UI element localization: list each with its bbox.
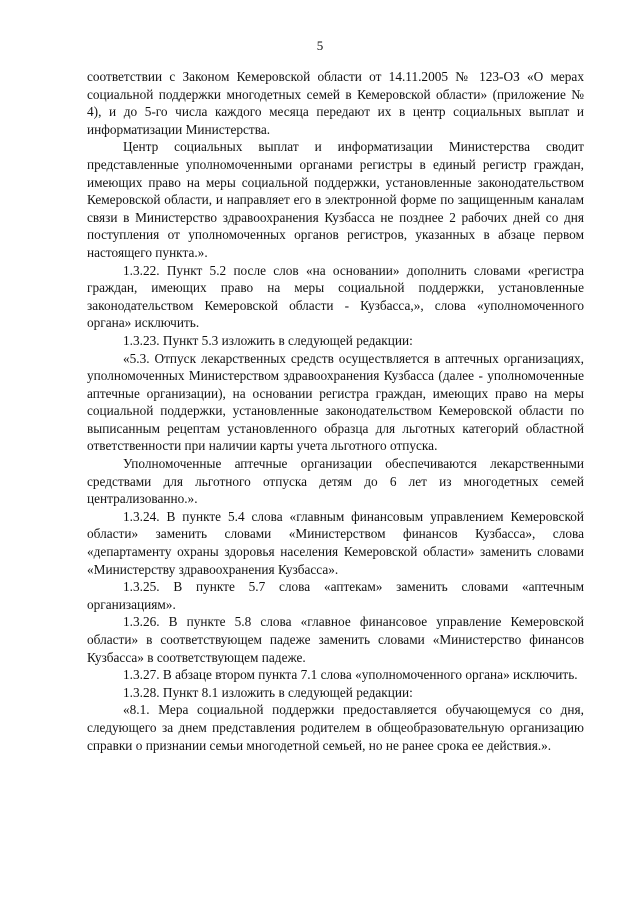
paragraph-1-3-28: 1.3.28. Пункт 8.1 изложить в следующей редакции: xyxy=(123,684,413,700)
paragraph-1-3-23: 1.3.23. Пункт 5.3 изложить в следующей редакции: xyxy=(123,332,413,348)
paragraph-1-3-26: 1.3.26. В пункте 5.8 слова «главное финансовое управление Кемеровской области» в соответствующем падеже заменить словами «Министерство финансов Кузбасса» в соответствующем падеже. xyxy=(87,614,584,665)
paragraph-8-1-text: «8.1. Мера социальной поддержки предоставляется обучающемуся со дня, следующего за днем представления родителем в общеобразовательную организацию справки о признании семьи многодетной семьей, но не ранее срока ее действия.». xyxy=(87,702,584,753)
paragraph-1-3-22: 1.3.22. Пункт 5.2 после слов «на основании» дополнить словами «регистра граждан, имеющих право на меры социальной поддержки, установленные законодательством Кемеровской области - Кузбасса,», слова «уполномоченного органа» исключить. xyxy=(87,262,584,331)
page-number: 5 xyxy=(316,38,324,53)
paragraph-continuation: соответствии с Законом Кемеровской области от 14.11.2005 № 123-ОЗ «О мерах социальной поддержки многодетных семей в Кемеровской области» (приложение № 4), и до 5-го числа каждого месяца передают их в центр социальных выплат и информатизации Министерства. xyxy=(87,69,584,137)
document-body xyxy=(87,68,584,754)
paragraph-1-3-27: 1.3.27. В абзаце втором пункта 7.1 слова «уполномоченного органа» исключить. xyxy=(123,667,578,683)
paragraph-1-3-25: 1.3.25. В пункте 5.7 слова «аптекам» заменить словами «аптечным организациям». xyxy=(87,579,584,612)
paragraph-1-3-24: 1.3.24. В пункте 5.4 слова «главным финансовым управлением Кемеровской области» заменить словами «Министерством финансов Кузбасса», слова «департаменту охраны здоровья населения Кемеровской области» заменить словами «Министерству здравоохранения Кузбасса». xyxy=(87,508,584,577)
paragraph-registry-center: Центр социальных выплат и информатизации Министерства сводит представленные уполномоченными органами регистры в единый регистр граждан, имеющих право на меры социальной поддержки, установленные законодательством Кемеровской области, и направляет его в электронной форме по защищенным каналам связи в Министерство здравоохранения Кузбасса не позднее 2 рабочих дней со дня поступления от уполномоченных органов регистров, указанных в абзаце первом настоящего пункта.». xyxy=(87,139,584,260)
paragraph-pharmacy-supply: Уполномоченные аптечные организации обеспечиваются лекарственными средствами для льготного отпуска детям до 6 лет из многодетных семей централизованно.». xyxy=(87,456,584,507)
paragraph-5-3-text: «5.3. Отпуск лекарственных средств осуществляется в аптечных организациях, уполномоченных Министерством здравоохранения Кузбасса (далее - уполномоченные аптечные организации), на основании регистра граждан, имеющих право на меры социальной поддержки, установленные законодательством Кемеровской области по выписанным рецептам установленного образца для льготных категорий областной ответственности при наличии карты учета льготного отпуска. xyxy=(87,350,584,454)
